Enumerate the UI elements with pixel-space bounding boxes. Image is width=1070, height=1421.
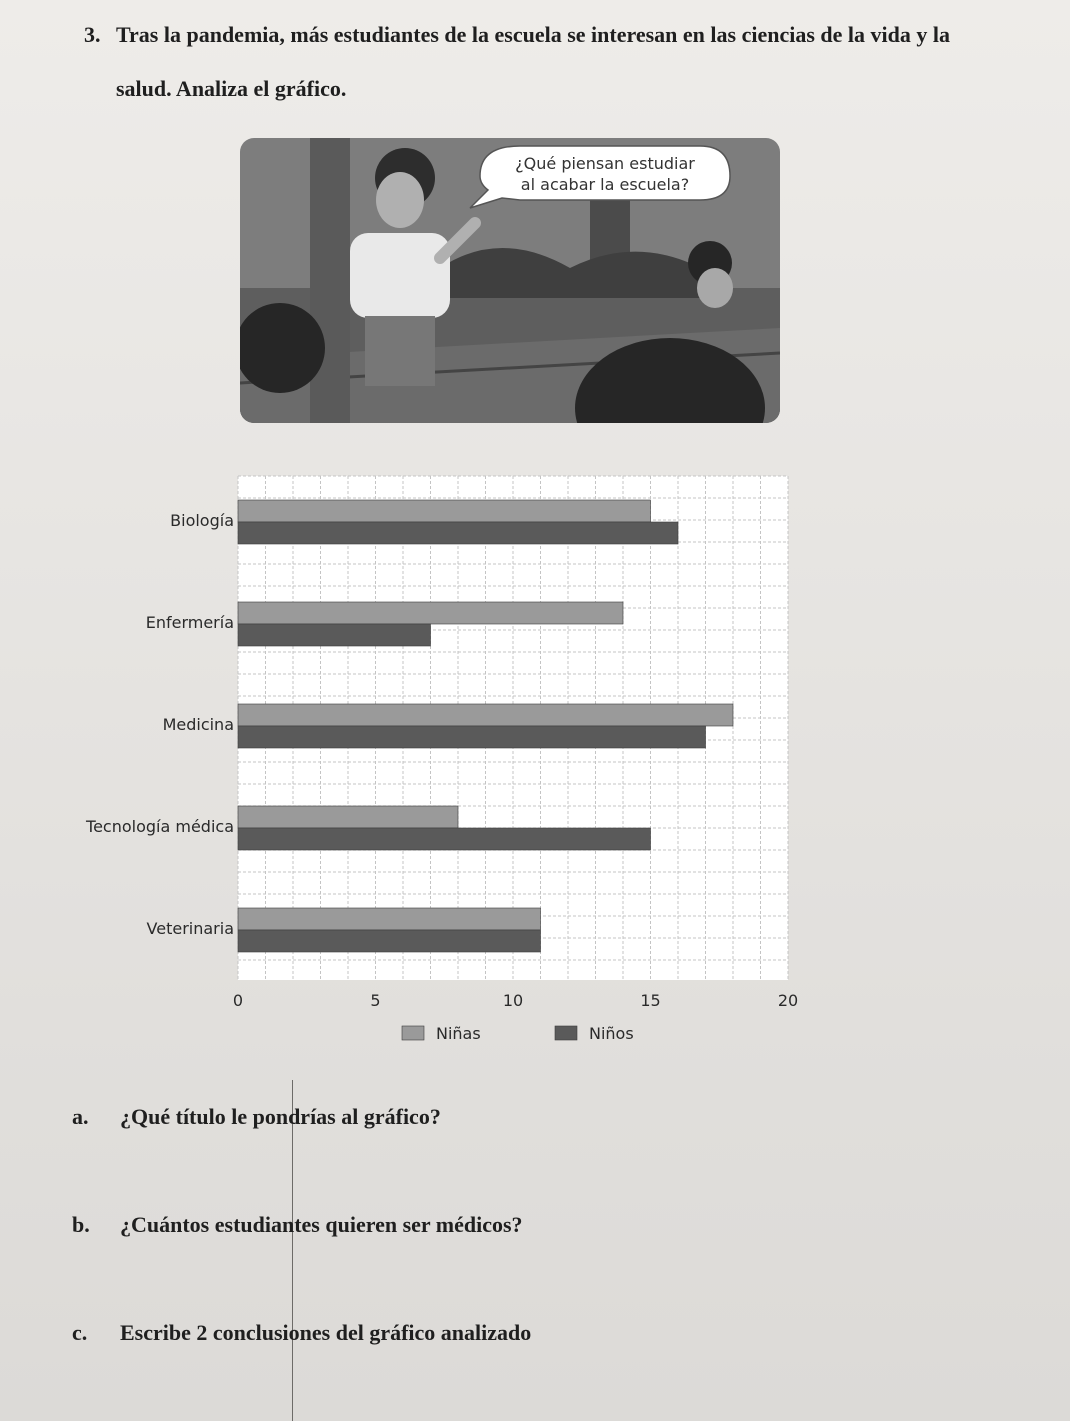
category-label: Biología — [170, 511, 234, 530]
speech-bubble-line2: al acabar la escuela? — [520, 175, 690, 194]
question-a — [72, 1104, 441, 1130]
category-label: Medicina — [162, 715, 234, 734]
bar-ninas — [238, 908, 541, 930]
x-tick-label: 15 — [640, 991, 661, 1010]
bar-ninas — [238, 704, 733, 726]
legend-label: Niños — [589, 1024, 634, 1043]
question-b-text: ¿Cuántos estudiantes quieren ser médicos? — [120, 1212, 523, 1237]
question-c-letter: c. — [72, 1320, 88, 1345]
bar-ninas — [238, 500, 651, 522]
classroom-illustration — [240, 138, 780, 423]
bar-ninos — [238, 930, 541, 952]
question-b-letter: b. — [72, 1212, 90, 1237]
category-label: Tecnología médica — [86, 817, 234, 836]
bar-ninos — [238, 828, 651, 850]
legend-label: Niñas — [436, 1024, 481, 1043]
x-tick-label: 10 — [502, 991, 524, 1010]
bar-ninas — [238, 806, 458, 828]
question-c-text: Escribe 2 conclusiones del gráfico analizado — [120, 1320, 532, 1345]
speech-bubble-line1: ¿Qué piensan estudiar — [515, 154, 695, 173]
bar-ninos — [238, 726, 706, 748]
notebook-margin-line — [292, 1080, 293, 1421]
bar-ninas — [238, 602, 623, 624]
question-b — [72, 1212, 523, 1238]
bar-ninos — [238, 624, 431, 646]
chart-legend — [402, 1024, 634, 1043]
question-text-line1: Tras la pandemia, más estudiantes de la escuela se interesan en las ciencias de la vida y la — [116, 22, 950, 47]
legend-swatch — [555, 1026, 577, 1040]
x-tick-label: 0 — [232, 991, 244, 1010]
question-a-text: ¿Qué título le pondrías al gráfico? — [120, 1104, 441, 1129]
question-c — [72, 1320, 531, 1346]
bar-ninos — [238, 522, 678, 544]
category-label: Veterinaria — [146, 919, 234, 938]
legend-swatch — [402, 1026, 424, 1040]
category-label: Enfermería — [145, 613, 234, 632]
x-tick-label: 5 — [370, 991, 381, 1010]
bar-chart — [0, 440, 1070, 1080]
x-tick-label: 20 — [777, 991, 799, 1010]
question-number: 3. — [84, 22, 101, 47]
question-a-letter: a. — [72, 1104, 89, 1129]
question-text-line2: salud. Analiza el gráfico. — [116, 76, 347, 101]
x-axis-ticks — [233, 991, 798, 1010]
category-labels — [85, 511, 234, 938]
